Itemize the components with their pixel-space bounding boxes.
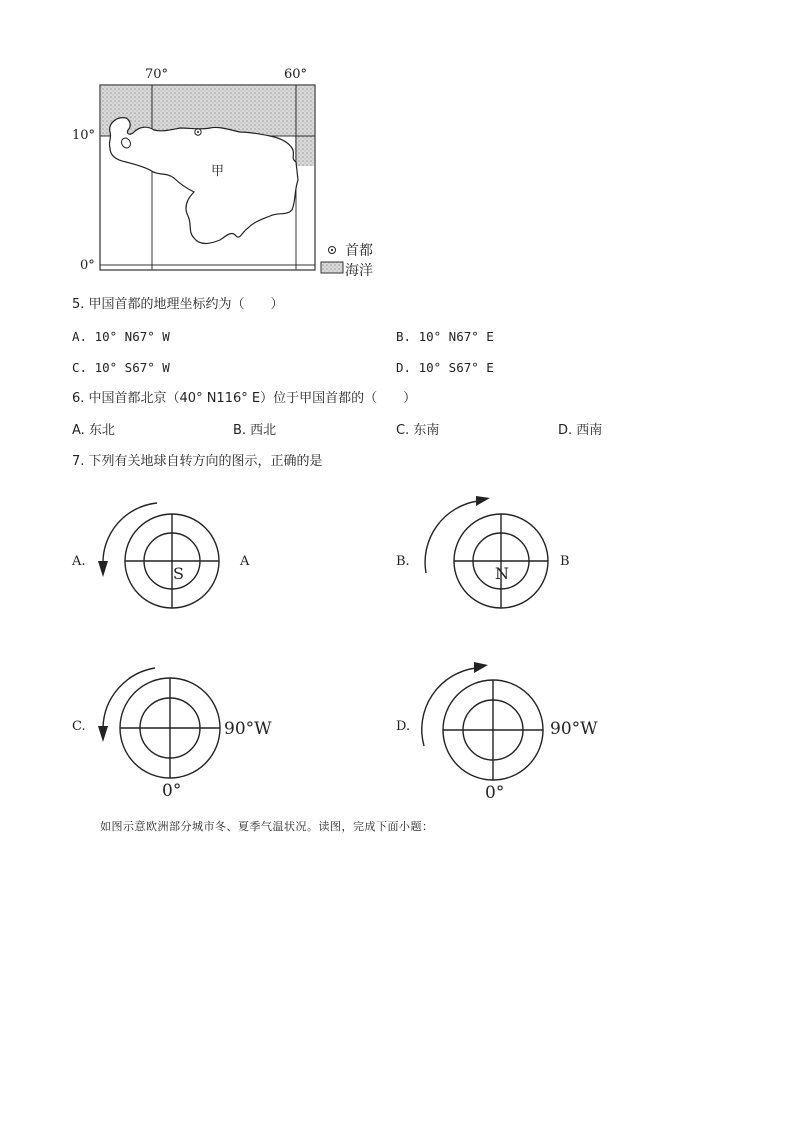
ocean-area-east — [295, 136, 314, 166]
q6-option-c: C. 东南 — [396, 423, 440, 438]
label-lat-10: 10° — [72, 128, 96, 143]
diagram-c — [95, 662, 235, 787]
diagram-a-pole: S — [173, 564, 184, 583]
legend-capital-label: 首都 — [345, 243, 373, 259]
map-figure — [70, 60, 400, 280]
section-intro: 如图示意欧洲部分城市冬、夏季气温状况。读图，完成下面小题： — [100, 820, 434, 833]
q6-option-a: A. 东北 — [72, 423, 115, 438]
diagram-a — [95, 495, 235, 620]
diagram-a-side: A — [240, 554, 250, 569]
question-6: 6. 中国首都北京（40° N116° E）位于甲国首都的（ ） — [72, 391, 417, 406]
label-lon-70: 70° — [145, 67, 169, 82]
diagram-b-side: B — [560, 554, 570, 569]
question-7: 7. 下列有关地球自转方向的图示，正确的是 — [72, 454, 323, 469]
diagram-b-label: B. — [396, 554, 410, 569]
question-5: 5. 甲国首都的地理坐标约为（ ） — [72, 297, 284, 312]
diagram-a-label: A. — [72, 554, 86, 569]
rotation-arrow — [425, 501, 478, 573]
legend-ocean-icon — [321, 262, 343, 273]
rotation-arrow — [103, 668, 155, 728]
diagram-c-meridian: 90°W — [224, 719, 272, 739]
q5-option-d: D. 10° S67° E — [396, 360, 494, 375]
diagram-b — [418, 493, 558, 618]
q5-option-a: A. 10° N67° W — [72, 329, 170, 344]
diagram-c-zero: 0° — [162, 781, 182, 801]
diagram-d-zero: 0° — [485, 783, 505, 803]
legend-ocean-label: 海洋 — [345, 263, 373, 279]
diagram-b-pole: N — [495, 564, 509, 583]
rotation-arrow — [103, 503, 157, 565]
q6-option-b: B. 西北 — [233, 423, 277, 438]
diagram-d-meridian: 90°W — [550, 719, 598, 739]
label-lon-60: 60° — [284, 67, 308, 82]
q5-option-c: C. 10° S67° W — [72, 360, 170, 375]
label-lat-0: 0° — [80, 258, 95, 273]
q6-option-d: D. 西南 — [558, 423, 603, 438]
diagram-d-label: D. — [396, 719, 411, 734]
q5-option-b: B. 10° N67° E — [396, 329, 494, 344]
label-country: 甲 — [211, 164, 225, 179]
diagram-c-label: C. — [72, 719, 86, 734]
diagram-d — [418, 658, 558, 788]
